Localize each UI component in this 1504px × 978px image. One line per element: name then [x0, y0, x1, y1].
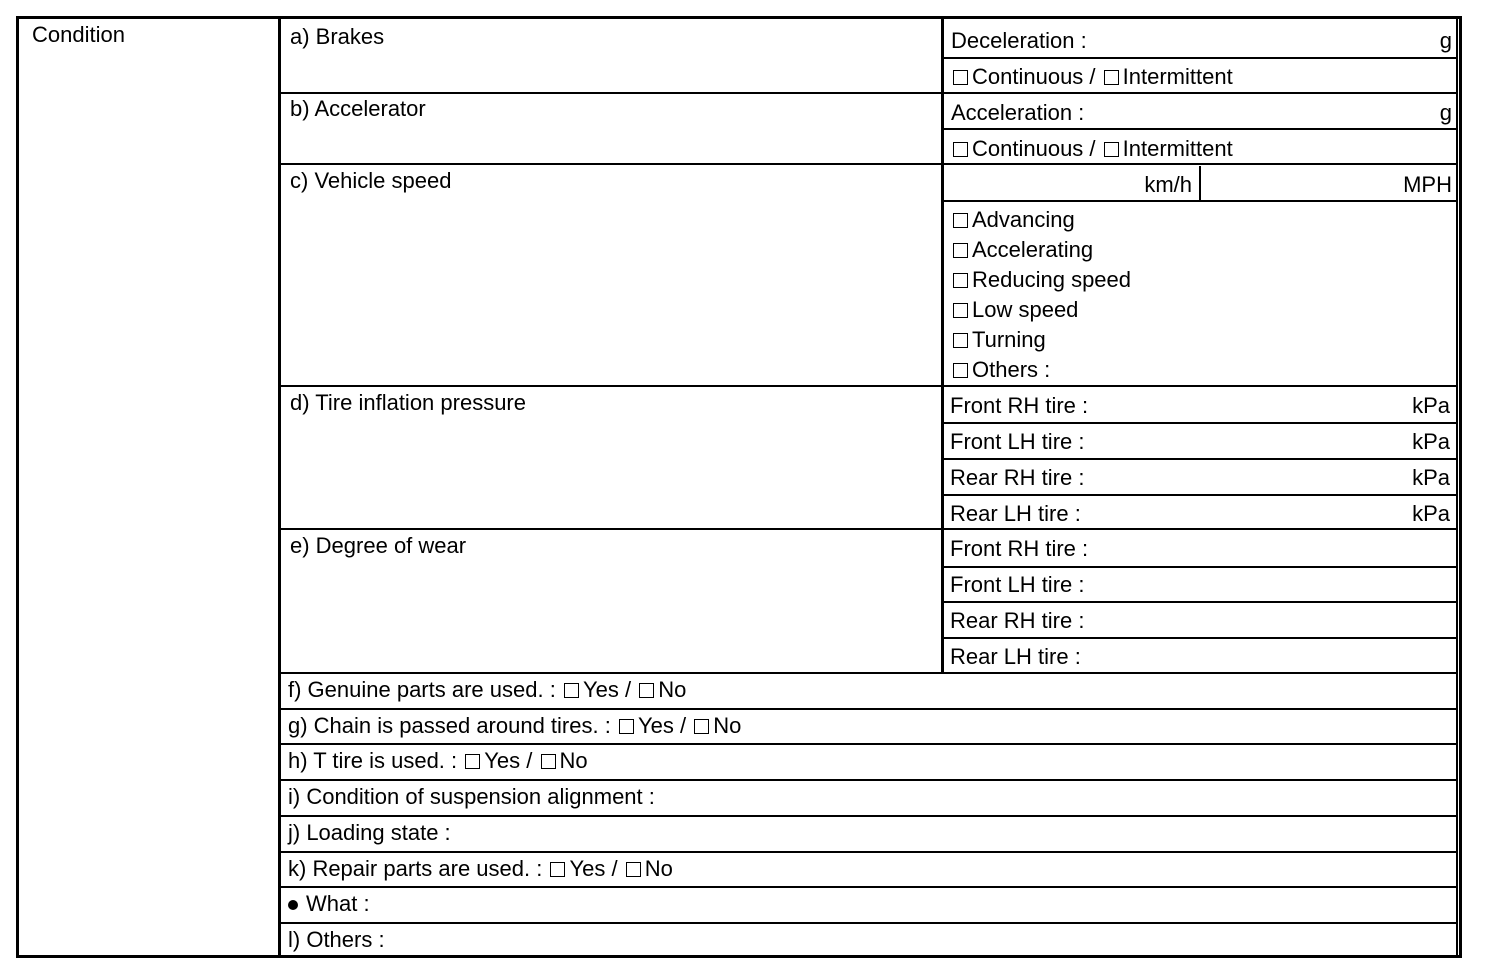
low-speed-label: Low speed: [972, 297, 1079, 322]
speed-option-others: [951, 356, 1050, 384]
pressure-unit-front-lh: kPa: [1412, 429, 1450, 454]
divider-pressure-2: [943, 458, 1458, 460]
genuine-no-checkbox[interactable]: [639, 683, 654, 698]
divider-row-j: [280, 815, 1458, 817]
genuine-no-label: No: [658, 677, 687, 702]
brakes-continuous-label: Continuous /: [972, 64, 1096, 89]
accel-intermittent-label: Intermittent: [1122, 136, 1233, 161]
repair-parts-label: k) Repair parts are used. :: [288, 856, 543, 881]
genuine-yes-label: Yes /: [582, 677, 632, 702]
accel-mode: [951, 135, 1233, 163]
divider-speed-units: [1199, 166, 1201, 202]
speed-option-accelerating: [951, 236, 1093, 264]
t-tire-no-checkbox[interactable]: [541, 754, 556, 769]
acceleration-unit: g: [1439, 100, 1452, 125]
divider-row-h: [280, 743, 1458, 745]
brakes-intermittent-checkbox[interactable]: [1104, 70, 1119, 85]
repair-no-checkbox[interactable]: [626, 862, 641, 877]
pressure-rear-rh: Rear RH tire :: [950, 465, 1085, 490]
brakes-label: a) Brakes: [290, 24, 385, 49]
tire-pressure-label: d) Tire inflation pressure: [290, 390, 526, 415]
chain-label: g) Chain is passed around tires. :: [288, 713, 611, 738]
low-speed-checkbox[interactable]: [953, 303, 968, 318]
wear-rear-rh: Rear RH tire :: [950, 608, 1085, 633]
chain-yes-label: Yes /: [637, 713, 687, 738]
degree-of-wear-label: e) Degree of wear: [290, 533, 467, 558]
t-tire-label: h) T tire is used. :: [288, 748, 458, 773]
pressure-front-lh: Front LH tire :: [950, 429, 1085, 454]
repair-no-label: No: [644, 856, 673, 881]
advancing-label: Advancing: [972, 207, 1075, 232]
condition-label: Condition: [32, 22, 125, 47]
divider-speed-inner: [943, 200, 1458, 202]
divider-accel-inner: [943, 128, 1458, 130]
accel-continuous-label: Continuous /: [972, 136, 1096, 161]
chain-no-checkbox[interactable]: [694, 719, 709, 734]
accelerator-label: b) Accelerator: [290, 96, 426, 121]
t-tire-yes-checkbox[interactable]: [465, 754, 480, 769]
brakes-intermittent-label: Intermittent: [1122, 64, 1233, 89]
divider-row-what: [280, 886, 1458, 888]
suspension-alignment-label: i) Condition of suspension alignment :: [288, 784, 655, 809]
deceleration-unit: g: [1439, 28, 1452, 53]
divider-wear-2: [943, 601, 1458, 603]
chain-yes-checkbox[interactable]: [619, 719, 634, 734]
speed-unit-kmh: km/h: [1144, 172, 1192, 197]
loading-state-label: j) Loading state :: [288, 820, 451, 845]
pressure-front-rh: Front RH tire :: [950, 393, 1089, 418]
divider-after-brakes: [280, 92, 1458, 94]
vehicle-speed-label: c) Vehicle speed: [290, 168, 452, 193]
brakes-continuous-checkbox[interactable]: [953, 70, 968, 85]
speed-option-low: [951, 296, 1078, 324]
divider-value-column: [941, 16, 944, 672]
t-tire-yes-label: Yes /: [484, 748, 533, 773]
speed-unit-mph: MPH: [1403, 172, 1452, 197]
what-row: [288, 890, 370, 918]
divider-wear-1: [943, 566, 1458, 568]
divider-pressure-1: [943, 422, 1458, 424]
others-speed-checkbox[interactable]: [953, 363, 968, 378]
accel-continuous-checkbox[interactable]: [953, 142, 968, 157]
t-tire-no-label: No: [559, 748, 588, 773]
accel-intermittent-checkbox[interactable]: [1104, 142, 1119, 157]
divider-row-i: [280, 779, 1458, 781]
others-speed-label: Others :: [972, 357, 1051, 382]
divider-wear-3: [943, 637, 1458, 639]
pressure-unit-rear-lh: kPa: [1412, 501, 1450, 526]
speed-option-advancing: [951, 206, 1075, 234]
divider-after-wear: [280, 672, 1458, 674]
wear-front-lh: Front LH tire :: [950, 572, 1085, 597]
chain-no-label: No: [713, 713, 742, 738]
bullet-icon: [288, 900, 298, 910]
wear-rear-lh: Rear LH tire :: [950, 644, 1081, 669]
turning-checkbox[interactable]: [953, 333, 968, 348]
deceleration-label: Deceleration :: [951, 28, 1087, 53]
divider-row-others: [280, 922, 1458, 924]
divider-row-k: [280, 851, 1458, 853]
divider-after-accelerator: [280, 163, 1458, 165]
divider-after-pressure: [280, 528, 1458, 530]
what-label: What :: [306, 891, 370, 916]
genuine-parts-row: [288, 676, 686, 704]
advancing-checkbox[interactable]: [953, 213, 968, 228]
accelerating-label: Accelerating: [972, 237, 1094, 262]
speed-option-turning: [951, 326, 1046, 354]
divider-after-speed: [280, 385, 1458, 387]
reducing-speed-label: Reducing speed: [972, 267, 1132, 292]
t-tire-row: [288, 747, 588, 775]
turning-label: Turning: [972, 327, 1046, 352]
chain-row: [288, 712, 741, 740]
others-label: l) Others :: [288, 927, 385, 952]
pressure-rear-lh: Rear LH tire :: [950, 501, 1081, 526]
pressure-unit-front-rh: kPa: [1412, 393, 1450, 418]
wear-front-rh: Front RH tire :: [950, 536, 1089, 561]
accelerating-checkbox[interactable]: [953, 243, 968, 258]
divider-row-g: [280, 708, 1458, 710]
repair-yes-checkbox[interactable]: [550, 862, 565, 877]
acceleration-label: Acceleration :: [951, 100, 1085, 125]
repair-parts-row: [288, 855, 673, 883]
divider-pressure-3: [943, 494, 1458, 496]
brakes-mode: [951, 63, 1233, 91]
genuine-yes-checkbox[interactable]: [564, 683, 579, 698]
divider-brakes-inner: [943, 57, 1458, 59]
pressure-unit-rear-rh: kPa: [1412, 465, 1450, 490]
speed-option-reducing: [951, 266, 1131, 294]
genuine-parts-label: f) Genuine parts are used. :: [288, 677, 556, 702]
reducing-speed-checkbox[interactable]: [953, 273, 968, 288]
repair-yes-label: Yes /: [569, 856, 618, 881]
